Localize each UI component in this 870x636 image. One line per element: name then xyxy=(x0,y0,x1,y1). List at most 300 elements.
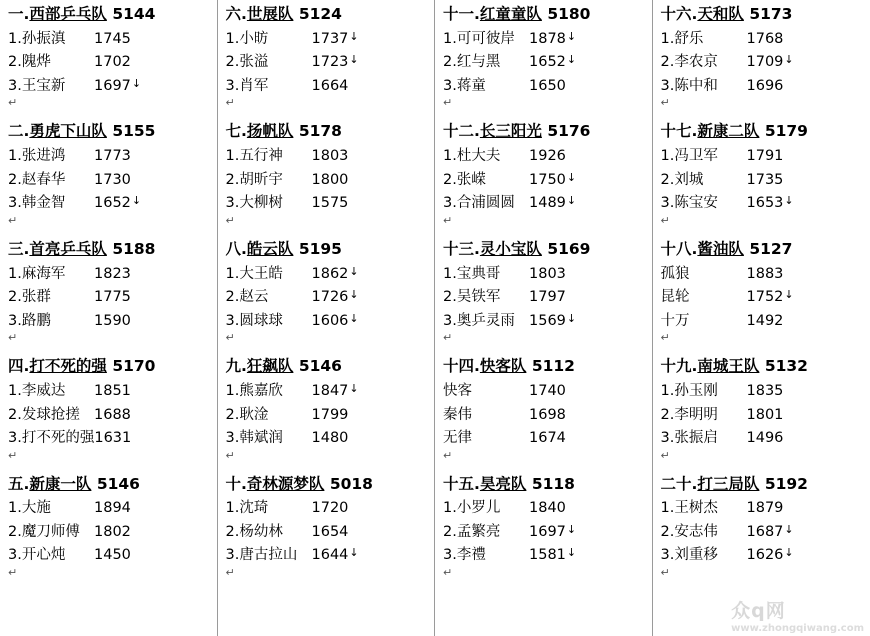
player-name-text: 小昉 xyxy=(239,30,269,47)
team-name: 昊亮队 xyxy=(479,474,527,493)
team-block xyxy=(443,356,646,462)
player-rank: 2. xyxy=(8,289,22,306)
player-score: 1606 xyxy=(311,312,349,329)
player-rank: 2. xyxy=(225,523,240,540)
player-score: 1750 xyxy=(529,171,566,188)
player-name xyxy=(226,75,312,98)
player-score: 1650 xyxy=(529,77,566,94)
player-score: 1626 xyxy=(746,547,784,564)
team-title xyxy=(661,474,865,495)
player-row xyxy=(8,404,211,427)
player-row xyxy=(8,169,211,192)
player-name xyxy=(661,404,747,427)
player-score: 1674 xyxy=(529,430,566,447)
player-name xyxy=(443,145,529,168)
player-score: 1489 xyxy=(529,195,566,212)
player-row xyxy=(226,192,429,215)
player-name-text: 冯卫军 xyxy=(674,148,718,165)
player-score: 1768 xyxy=(746,30,784,47)
player-score: 1775 xyxy=(94,289,131,306)
player-row xyxy=(661,169,865,192)
team-title xyxy=(443,239,646,260)
player-row xyxy=(226,51,429,74)
player-rank: 1. xyxy=(443,500,457,517)
team-name: 首亮乒乓队 xyxy=(29,239,107,258)
player-rank: 1. xyxy=(225,500,240,517)
player-row xyxy=(661,404,865,427)
player-score: 1752 xyxy=(746,289,784,306)
player-name xyxy=(8,75,94,98)
team-index: 十九. xyxy=(660,357,698,376)
team-number: 5173 xyxy=(749,5,793,23)
team-index: 十二. xyxy=(443,122,480,141)
paragraph-mark: ↵ xyxy=(225,565,235,579)
player-name-text: 安志伟 xyxy=(674,523,718,540)
player-score: 1687 xyxy=(746,523,784,540)
player-name xyxy=(443,169,529,192)
team-name: 长三阳光 xyxy=(479,122,542,141)
player-name-text: 张嵘 xyxy=(456,171,486,188)
team-index: 二十. xyxy=(660,474,698,493)
player-rank: 1. xyxy=(225,30,240,47)
player-score: 1851 xyxy=(94,383,131,400)
player-rank: 3. xyxy=(225,312,240,329)
player-name-text: 赵春华 xyxy=(21,171,66,188)
player-row xyxy=(226,404,429,427)
player-name xyxy=(8,192,94,215)
player-rank: 1. xyxy=(8,265,22,282)
player-name xyxy=(443,51,529,74)
team-name: 天和队 xyxy=(697,5,744,23)
player-trend-mark: ↓ xyxy=(784,53,794,67)
player-rank: 3. xyxy=(443,547,457,564)
player-row xyxy=(443,192,646,215)
player-trend-mark: ↓ xyxy=(784,522,794,536)
team-index: 十五. xyxy=(443,474,480,493)
team-number: 5146 xyxy=(298,357,342,376)
team-index: 十七. xyxy=(660,122,698,141)
player-score: 1835 xyxy=(746,383,784,400)
team-title xyxy=(226,356,429,377)
player-row xyxy=(226,310,429,333)
player-name xyxy=(8,544,94,567)
player-trend-mark: ↓ xyxy=(566,29,577,43)
player-name-text: 大王皓 xyxy=(239,265,283,282)
team-number: 5124 xyxy=(298,5,342,23)
team-block xyxy=(226,474,429,577)
player-rank: 3. xyxy=(225,547,240,564)
player-trend-mark: ↓ xyxy=(566,311,577,325)
team-index: 十八. xyxy=(660,239,698,258)
player-score: 1653 xyxy=(746,195,784,212)
paragraph-mark: ↵ xyxy=(660,565,670,579)
player-name-text: 奥乒灵雨 xyxy=(456,312,515,329)
player-row xyxy=(8,263,211,286)
player-name-text: 沈琦 xyxy=(239,500,269,517)
player-score: 1894 xyxy=(94,500,131,517)
player-name-text: 合浦圆圆 xyxy=(456,195,515,212)
team-number: 5192 xyxy=(764,474,808,493)
player-score: 1631 xyxy=(94,430,132,447)
player-name-text: 张振启 xyxy=(674,430,718,447)
player-rank: 3. xyxy=(8,77,22,94)
team-number: 5169 xyxy=(547,239,591,258)
team-block xyxy=(8,121,211,227)
team-number: 5180 xyxy=(547,5,591,23)
player-trend-mark: ↓ xyxy=(566,522,577,536)
player-name xyxy=(661,427,747,450)
team-title xyxy=(661,239,865,260)
team-block xyxy=(660,356,865,462)
player-rank: 3. xyxy=(8,195,22,212)
player-score: 1696 xyxy=(746,77,784,94)
player-score: 1575 xyxy=(311,195,349,212)
team-index: 二. xyxy=(8,122,30,141)
player-name-text: 熊嘉欣 xyxy=(239,383,283,400)
player-score: 1735 xyxy=(746,171,784,188)
player-name xyxy=(8,497,94,520)
player-name-text: 王树杰 xyxy=(674,500,718,517)
player-name xyxy=(8,263,94,286)
team-block xyxy=(661,474,865,577)
team-block xyxy=(443,474,646,577)
player-score: 1450 xyxy=(94,547,131,564)
player-row xyxy=(226,145,429,168)
player-name xyxy=(443,380,529,403)
player-name-text: 刘重移 xyxy=(674,547,718,564)
player-trend-mark: ↓ xyxy=(784,194,794,208)
team-name: 扬帆队 xyxy=(246,122,294,141)
team-number: 5188 xyxy=(112,239,156,258)
player-name xyxy=(226,51,312,74)
player-name-text: 韩斌润 xyxy=(239,430,283,447)
roster-column xyxy=(0,0,218,636)
player-name xyxy=(661,192,747,215)
player-name-text: 李威达 xyxy=(21,383,66,400)
player-row xyxy=(661,427,865,450)
player-row xyxy=(226,544,429,567)
player-score: 1878 xyxy=(529,30,566,47)
player-rank: 1. xyxy=(8,148,22,165)
player-rank: 2. xyxy=(8,171,22,188)
player-name-text: 杜大夫 xyxy=(456,148,501,165)
player-row xyxy=(8,380,211,403)
team-index: 六. xyxy=(225,5,247,23)
player-name xyxy=(661,51,747,74)
player-score: 1926 xyxy=(529,148,566,165)
player-score: 1720 xyxy=(311,500,349,517)
player-trend-mark: ↓ xyxy=(349,382,359,396)
player-score: 1803 xyxy=(529,265,566,282)
paragraph-mark: ↵ xyxy=(225,331,235,345)
paragraph-mark: ↵ xyxy=(8,565,18,579)
player-name-text: 张进鸿 xyxy=(21,148,66,165)
team-index: 十一. xyxy=(443,5,480,23)
player-row xyxy=(226,169,429,192)
player-name xyxy=(226,497,312,520)
player-name xyxy=(226,169,312,192)
player-name xyxy=(226,28,312,51)
team-name: 红童童队 xyxy=(479,5,542,23)
team-block xyxy=(443,4,646,110)
player-rank: 3. xyxy=(8,312,22,329)
team-title xyxy=(8,356,211,377)
team-name: 新康一队 xyxy=(29,474,92,493)
player-score: 1697 xyxy=(529,523,566,540)
player-score: 1496 xyxy=(746,430,784,447)
player-rank: 1. xyxy=(225,148,240,165)
player-name xyxy=(661,169,747,192)
player-rank: 1. xyxy=(443,30,457,47)
team-block xyxy=(660,4,865,110)
player-name xyxy=(443,75,529,98)
team-index: 五. xyxy=(8,474,30,493)
player-name-text: 韩金智 xyxy=(21,195,66,212)
player-score: 1823 xyxy=(94,265,131,282)
player-score: 1802 xyxy=(94,523,131,540)
player-score: 1773 xyxy=(94,148,131,165)
player-name xyxy=(8,286,94,309)
player-rank: 2. xyxy=(443,171,457,188)
player-trend-mark: ↓ xyxy=(349,311,359,325)
player-name-text: 昆轮 xyxy=(660,289,690,306)
player-score: 1569 xyxy=(529,312,566,329)
team-title xyxy=(8,239,211,260)
player-name-text: 杨幼林 xyxy=(239,523,283,540)
player-score: 1800 xyxy=(311,171,349,188)
team-title xyxy=(8,4,211,25)
player-row xyxy=(661,521,865,544)
watermark-subtext: www.zhongqiwang.com xyxy=(731,623,864,634)
player-score: 1879 xyxy=(746,500,784,517)
player-row xyxy=(661,497,865,520)
team-title xyxy=(8,121,211,142)
paragraph-mark: ↵ xyxy=(443,331,453,345)
team-block xyxy=(443,239,646,345)
player-row xyxy=(226,497,429,520)
team-number: 5176 xyxy=(547,122,591,141)
player-name-text: 耿淦 xyxy=(239,406,269,423)
paragraph-mark: ↵ xyxy=(225,96,235,110)
player-name-text: 路鹏 xyxy=(21,312,51,329)
player-name-text: 大柳树 xyxy=(239,195,283,212)
player-name-text: 蒋童 xyxy=(456,77,486,94)
player-row xyxy=(443,544,646,567)
player-row xyxy=(8,427,211,450)
team-title xyxy=(661,356,865,377)
player-name-text: 十万 xyxy=(660,312,690,329)
player-score: 1737 xyxy=(311,30,349,47)
team-block xyxy=(225,4,429,110)
player-rank: 1. xyxy=(225,383,240,400)
player-name-text: 大施 xyxy=(21,500,51,517)
player-name xyxy=(8,427,94,450)
player-name-text: 张群 xyxy=(21,289,51,306)
team-title xyxy=(661,4,865,25)
player-score: 1791 xyxy=(746,148,784,165)
player-score: 1652 xyxy=(529,54,566,71)
team-title xyxy=(226,239,429,260)
player-name-text: 宝典哥 xyxy=(456,265,501,282)
player-rank: 1. xyxy=(443,265,457,282)
paragraph-mark: ↵ xyxy=(660,331,670,345)
player-row xyxy=(226,28,429,51)
paragraph-mark: ↵ xyxy=(443,96,453,110)
player-score: 1745 xyxy=(94,30,131,47)
player-name xyxy=(8,521,94,544)
player-trend-mark: ↓ xyxy=(131,194,142,208)
player-row xyxy=(661,286,865,309)
team-index: 四. xyxy=(8,357,30,376)
team-number: 5146 xyxy=(96,474,140,493)
player-name-text: 可可彼岸 xyxy=(456,30,515,47)
roster-column xyxy=(435,0,653,636)
player-row xyxy=(8,497,211,520)
player-name-text: 五行神 xyxy=(239,148,283,165)
player-score: 1862 xyxy=(311,265,349,282)
player-name xyxy=(226,521,312,544)
player-name xyxy=(8,145,94,168)
player-row xyxy=(443,380,646,403)
player-name xyxy=(443,497,529,520)
player-name-text: 魔刀师傅 xyxy=(21,523,80,540)
paragraph-mark: ↵ xyxy=(443,565,453,579)
team-block xyxy=(8,356,211,462)
team-index: 七. xyxy=(225,122,247,141)
team-number: 5132 xyxy=(764,357,808,376)
player-score: 1740 xyxy=(529,383,566,400)
player-score: 1847 xyxy=(311,383,349,400)
player-name-text: 打不死的强 xyxy=(21,430,95,447)
player-name xyxy=(226,544,312,567)
player-name-text: 李明明 xyxy=(674,406,718,423)
team-name: 灵小宝队 xyxy=(479,239,542,258)
team-number: 5144 xyxy=(112,5,156,23)
player-row xyxy=(443,145,646,168)
player-rank: 2. xyxy=(443,289,457,306)
player-name xyxy=(443,286,529,309)
player-row xyxy=(443,75,646,98)
player-rank: 2. xyxy=(660,406,675,423)
team-name: 酱油队 xyxy=(697,239,744,258)
roster-column xyxy=(653,0,870,636)
player-row xyxy=(226,427,429,450)
player-score: 1801 xyxy=(746,406,784,423)
team-title xyxy=(661,121,865,142)
player-trend-mark: ↓ xyxy=(349,53,359,67)
player-rank: 2. xyxy=(225,171,240,188)
team-number: 5178 xyxy=(298,122,342,141)
player-row xyxy=(8,192,211,215)
team-name: 打三局队 xyxy=(697,474,760,493)
player-row xyxy=(661,51,865,74)
player-name xyxy=(661,75,747,98)
player-rank: 1. xyxy=(660,30,675,47)
player-row xyxy=(443,404,646,427)
team-index: 八. xyxy=(225,239,247,258)
player-rank: 3. xyxy=(225,77,240,94)
team-index: 十六. xyxy=(660,5,698,23)
team-title xyxy=(443,121,646,142)
team-title xyxy=(8,474,211,495)
team-name: 皓云队 xyxy=(246,239,294,258)
player-row xyxy=(661,192,865,215)
paragraph-mark: ↵ xyxy=(443,448,453,462)
player-name xyxy=(661,380,747,403)
player-score: 1664 xyxy=(311,77,349,94)
player-row xyxy=(443,263,646,286)
player-score: 1492 xyxy=(746,312,784,329)
player-rank: 2. xyxy=(225,406,240,423)
player-name-text: 舒乐 xyxy=(674,30,704,47)
paragraph-mark: ↵ xyxy=(225,448,235,462)
player-row xyxy=(443,286,646,309)
player-name xyxy=(443,310,529,333)
player-trend-mark: ↓ xyxy=(566,53,577,67)
team-name: 打不死的强 xyxy=(29,357,107,376)
player-trend-mark: ↓ xyxy=(349,29,359,43)
player-rank: 3. xyxy=(8,547,22,564)
player-row xyxy=(226,75,429,98)
team-name: 勇虎下山队 xyxy=(29,122,107,141)
team-block xyxy=(225,121,429,227)
player-score: 1883 xyxy=(746,265,784,282)
player-score: 1698 xyxy=(529,406,566,423)
paragraph-mark: ↵ xyxy=(660,448,670,462)
player-rank: 1. xyxy=(443,148,457,165)
player-score: 1697 xyxy=(94,77,131,94)
player-name xyxy=(443,521,529,544)
player-rank: 3. xyxy=(660,547,675,564)
player-name xyxy=(661,521,747,544)
paragraph-mark: ↵ xyxy=(660,213,670,227)
player-name xyxy=(661,310,747,333)
team-name: 奇林源梦队 xyxy=(246,474,325,493)
player-rank: 2. xyxy=(443,523,457,540)
player-row xyxy=(226,521,429,544)
player-trend-mark: ↓ xyxy=(566,546,577,560)
team-title xyxy=(226,4,429,25)
team-index: 九. xyxy=(225,357,247,376)
player-trend-mark: ↓ xyxy=(349,264,359,278)
player-score: 1688 xyxy=(94,406,131,423)
player-trend-mark: ↓ xyxy=(566,194,577,208)
player-rank: 3. xyxy=(443,312,457,329)
player-row xyxy=(443,28,646,51)
player-name xyxy=(443,427,529,450)
player-name xyxy=(661,145,747,168)
player-row xyxy=(443,169,646,192)
player-rank: 1. xyxy=(660,383,675,400)
player-name xyxy=(661,263,747,286)
team-block xyxy=(8,4,211,110)
player-name xyxy=(226,286,312,309)
paragraph-mark: ↵ xyxy=(8,213,18,227)
player-rank: 2. xyxy=(8,54,22,71)
player-rank: 1. xyxy=(8,30,22,47)
player-rank: 2. xyxy=(225,289,240,306)
team-index: 十三. xyxy=(443,239,480,258)
player-name-text: 快客 xyxy=(443,383,472,400)
player-row xyxy=(8,51,211,74)
player-name xyxy=(8,404,94,427)
player-name-text: 孤狼 xyxy=(660,265,690,282)
player-rank: 1. xyxy=(660,500,675,517)
player-rank: 3. xyxy=(660,77,675,94)
player-name xyxy=(8,51,94,74)
team-title xyxy=(443,4,646,25)
player-row xyxy=(661,380,865,403)
